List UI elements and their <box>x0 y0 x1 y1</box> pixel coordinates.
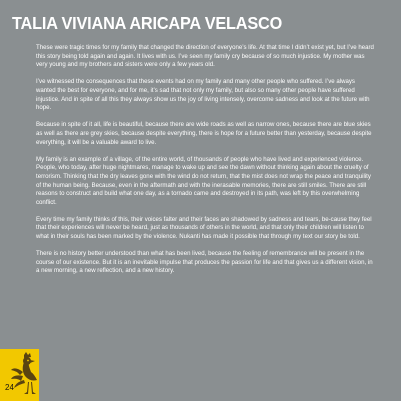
paragraph: These were tragic times for my family that changed the direction of everyone’s life. At that time I didn’t exist yet, but I’ve heard this story being told again and again. It lives with us. I’ve seen my family cry because of so much injustice. My mother was very young and my brothers and sisters were only a few years old. <box>36 44 374 69</box>
paragraph: There is no history better understood than what has been lived, because the feeling of remembrance will be present in the course of our existence. But it is an inevitable impulse that produces the passion for life and that gives us a different vision, in a new morning, a new reflection, and a new history. <box>36 250 373 275</box>
page-number: 24 <box>5 383 14 392</box>
paragraph: Every time my family thinks of this, their voices falter and their faces are shadowed by sadness and tears, be-cause they feel that their experiences will never be heard, just as thousands of others in the world, and that only their children will listen to what in their souls has been marked by the violence. Nukanti has made it possible that through my text our story be told. <box>36 215 372 241</box>
body-text <box>36 44 374 285</box>
page-title: TALIA VIVIANA ARICAPA VELASCO <box>12 13 283 33</box>
paragraph: Because in spite of it all, life is beautiful, because there are wide roads as well as narrow ones, because there are blue skies as well as there are grey skies, because despite everything, there is hope for a future better than yesterday, because despite everything, it will be a valuable award to live. <box>36 121 372 146</box>
paragraph: My family is an example of a village, of the entire world, of thousands of people who have lived and experienced violence. People, who today, after huge nightmares, manage to wake up and see the dawn without thinking again about the cruelty of terrorism. Thinking that the dry leaves gone with the wind do not return, that the mist does not wrap the peace and tranquility of the human being. Because, even in the aftermath and with the inerasable memories, there are still smiles. There are still reasons to construct and build what one day, as a tornado came and destroyed in its path, was left by this overwhelming conflict. <box>36 155 371 206</box>
rooster-icon <box>10 352 39 396</box>
page-number-badge <box>0 349 39 401</box>
paragraph: I’ve witnessed the consequences that these events had on my family and many other people who suffered. I’ve always wanted the best for everyone, and for me, it’s sad that not only my family, but also so many other people have suffered injustice. And in spite of all this they always show us the joy of living intensely, overcome sadness and look at the future with hope. <box>36 78 370 112</box>
